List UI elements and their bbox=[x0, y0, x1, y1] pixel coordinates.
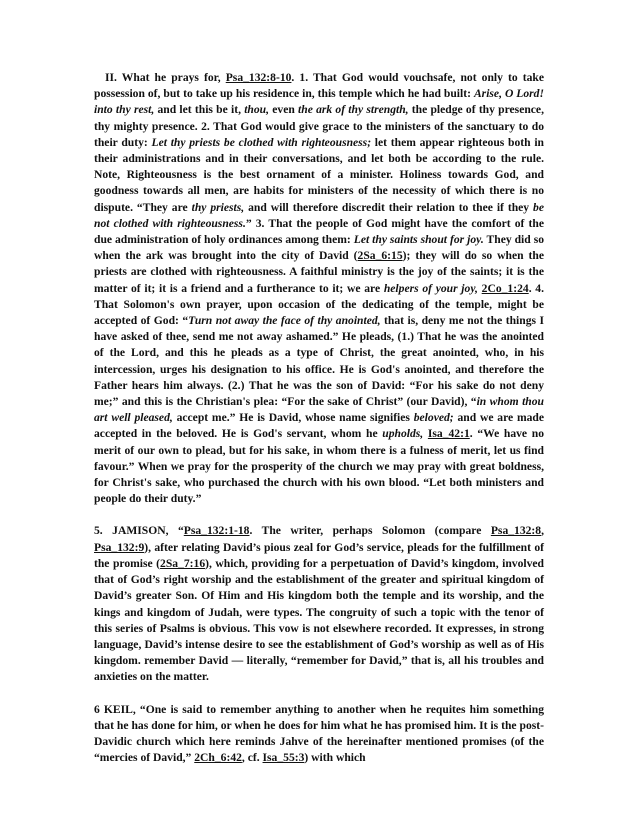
scripture-link-2sa-7-16[interactable]: 2Sa_7:16 bbox=[160, 556, 206, 570]
scripture-link-2co-1-24[interactable]: 2Co_1:24 bbox=[481, 281, 529, 295]
scripture-link-psa-132-9[interactable]: Psa_132:9 bbox=[94, 540, 145, 554]
paragraph-keil-commentary: 6 KEIL, “One is said to remember anything to another when he requites him something that he has done for him, or when he does for him what he has promised him. It is the post-Davidic church which here reminds Jahve of the hereinafter mentioned promises (of the “mercies of David,” 2Ch_6:42, cf. Isa_55:3) with which bbox=[94, 702, 544, 765]
scripture-link-2ch-6-42[interactable]: 2Ch_6:42 bbox=[194, 751, 242, 765]
scripture-link-psa-132-8-10[interactable]: Psa_132:8-10 bbox=[225, 71, 292, 84]
scripture-link-isa-42-1[interactable]: Isa_42:1 bbox=[427, 427, 470, 441]
scripture-link-2sa-6-15[interactable]: 2Sa_6:15 bbox=[357, 249, 403, 263]
scripture-link-psa-132-8[interactable]: Psa_132:8 bbox=[490, 524, 542, 538]
paragraph-jamison-commentary: 5. JAMISON, “Psa_132:1-18. The writer, perhaps Solomon (compare Psa_132:8, Psa_132:9), after relating David’s pious zeal for God’s service, pleads for the fulfillment of the promise (2Sa_7:16), which, providing for a perpetuation of David’s kingdom, involved that of God’s right worship and the establishment of the greater and spiritual kingdom of David’s greater Son. Of Him and His kingdom both the temple and its worship, and the kings and kingdom of Judah, were types. The congruity of such a topic with the tenor of this series of Psalms is obvious. This vow is not elsewhere recorded. It expresses, in strong language, David’s intense desire to see the establishment of God’s worship as well as of His kingdom. remember David — literally, “remember for David,” that is, all his troubles and anxieties on the matter. bbox=[94, 524, 544, 684]
paragraph-gap bbox=[94, 507, 544, 523]
paragraph-gap bbox=[94, 686, 544, 702]
scripture-link-psa-132-1-18[interactable]: Psa_132:1-18 bbox=[183, 524, 250, 538]
scripture-link-isa-55-3[interactable]: Isa_55:3 bbox=[262, 751, 305, 765]
paragraph-henry-commentary: II. What he prays for, Psa_132:8-10. 1. That God would vouchsafe, not only to take possession of, but to take up his residence in, this temple which he had built: Arise, O Lord! into thy rest, and let this be it, thou, even the ark of thy strength, the pledge of thy presence, thy mighty presence. 2. That God would give grace to the ministers of the sanctuary to do their duty: Let thy priests be clothed with righteousness; let them appear righteous both in their administrations and in their conversations, and let both be according to the rule. Note, Righteousness is the best ornament of a minister. Holiness towards God, and goodness towards all men, are habits for ministers of the necessity of which there is no dispute. “They are thy priests, and will therefore discredit their relation to thee if they be not clothed with righteousness.” 3. That the people of God might have the comfort of the due administration of holy ordinances among them: Let thy saints shout for joy. They did so when the ark was brought into the city of David (2Sa_6:15); they will do so when the priests are clothed with righteousness. A faithful ministry is the joy of the saints; it is the matter of it; it is a friend and a furtherance to it; we are helpers of your joy, 2Co_1:24. 4. That Solomon's own prayer, upon occasion of the dedicating of the temple, might be accepted of God: “Turn not away the face of thy anointed, that is, deny me not the things I have asked of thee, send me not away ashamed.” He pleads, (1.) That he was the anointed of the Lord, and this he pleads as a type of Christ, the great anointed, who, in his intercession, urges his designation to his office. He is God's anointed, and therefore the Father hears him always. (2.) That he was the son of David: “For his sake do not deny me;” and this is the Christian's plea: “For the sake of Christ” (our David), “in whom thou art well pleased, accept me.” He is David, whose name signifies beloved; and we are made accepted in the beloved. He is God's servant, whom he upholds, Isa_42:1. “We have no merit of our own to plead, but for his sake, in whom there is a fulness of merit, let us find favour.” When we pray for the prosperity of the church we may pray with great boldness, for Christ's sake, who purchased the church with his own blood. “Let both ministers and people do their duty.” bbox=[94, 71, 545, 506]
document-page bbox=[94, 70, 544, 766]
